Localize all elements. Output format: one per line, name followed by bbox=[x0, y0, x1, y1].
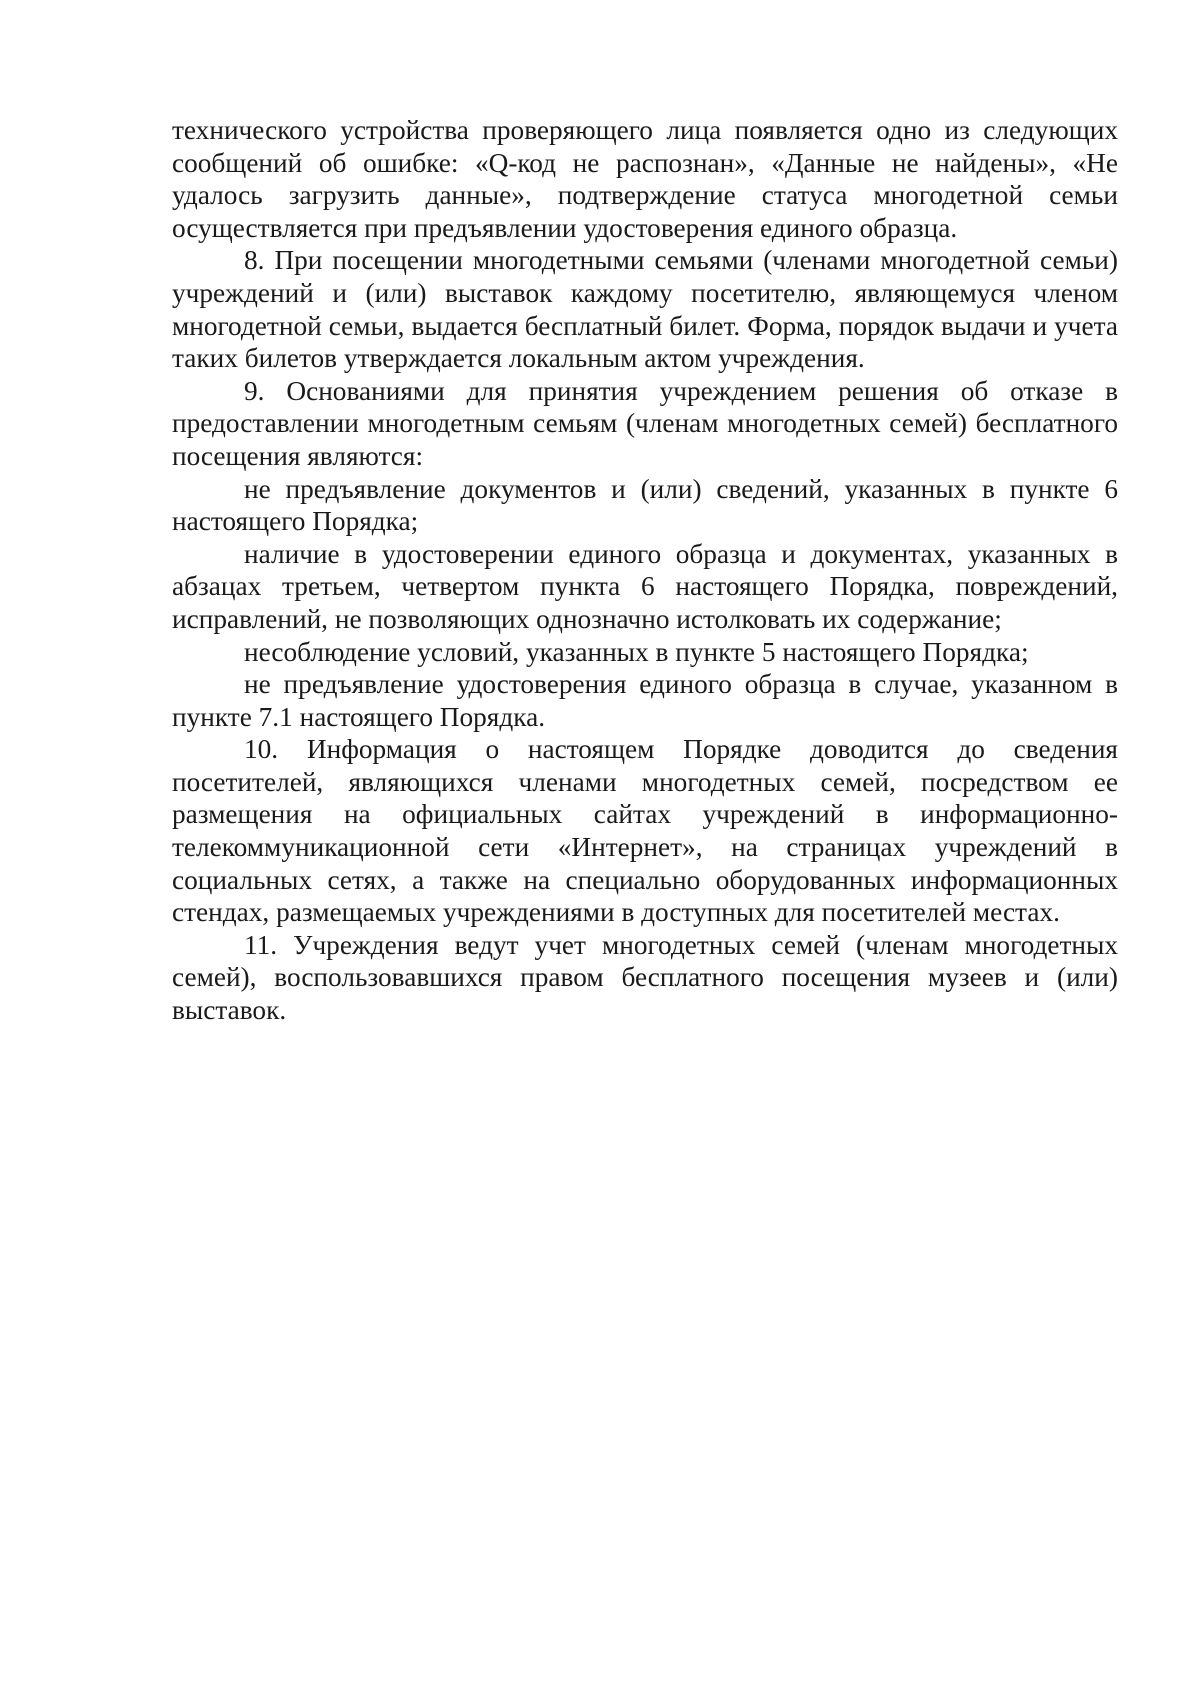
paragraph-item-9-reason-3: несоблюдение условий, указанных в пункте 5 настоящего Порядка; bbox=[244, 636, 1029, 667]
paragraph-item-10: 10. Информация о настоящем Порядке доводится до сведения посетителей, являющихся членами многодетных семей, посредством ее размещения на официальных сайтах учреждений в информационно-телекоммуникационной сети «Интернет», на страницах учреждений в социальных сетях, а также на специально оборудованных информационных стендах, размещаемых учреждениями в доступных для посетителей местах. bbox=[172, 734, 1118, 928]
paragraph-item-9-reason-2: наличие в удостоверении единого образца и документах, указанных в абзацах третьем, четвертом пункта 6 настоящего Порядка, повреждений, исправлений, не позволяющих однозначно истолковать их содержание; bbox=[172, 538, 1118, 634]
paragraph-item-9-reason-1: не предъявление документов и (или) сведений, указанных в пункте 6 настоящего Порядка; bbox=[172, 473, 1118, 537]
paragraph-item-11: 11. Учреждения ведут учет многодетных семей (членам многодетных семей), воспользовавшихся правом бесплатного посещения музеев и (или) выставок. bbox=[172, 929, 1118, 1026]
paragraph-continuation: технического устройства проверяющего лица появляется одно из следующих сообщений об ошибке: «Q-код не распознан», «Данные не найдены», «Не удалось загрузить данные», подтверждение статуса многодетной семьи осуществляется при предъявлении удостоверения единого образца. bbox=[172, 115, 1118, 243]
paragraph-item-8: 8. При посещении многодетными семьями (членами многодетной семьи) учреждений и (или) выставок каждому посетителю, являющемуся членом многодетной семьи, выдается бесплатный билет. Форма, порядок выдачи и учета таких билетов утверждается локальным актом учреждения. bbox=[172, 245, 1118, 374]
paragraph-item-9: 9. Основаниями для принятия учреждением решения об отказе в предоставлении многодетным семьям (членам многодетных семей) бесплатного посещения являются: bbox=[172, 375, 1118, 471]
document-body bbox=[172, 114, 1118, 1027]
paragraph-item-9-reason-4: не предъявление удостоверения единого образца в случае, указанном в пункте 7.1 настоящего Порядка. bbox=[172, 669, 1118, 732]
